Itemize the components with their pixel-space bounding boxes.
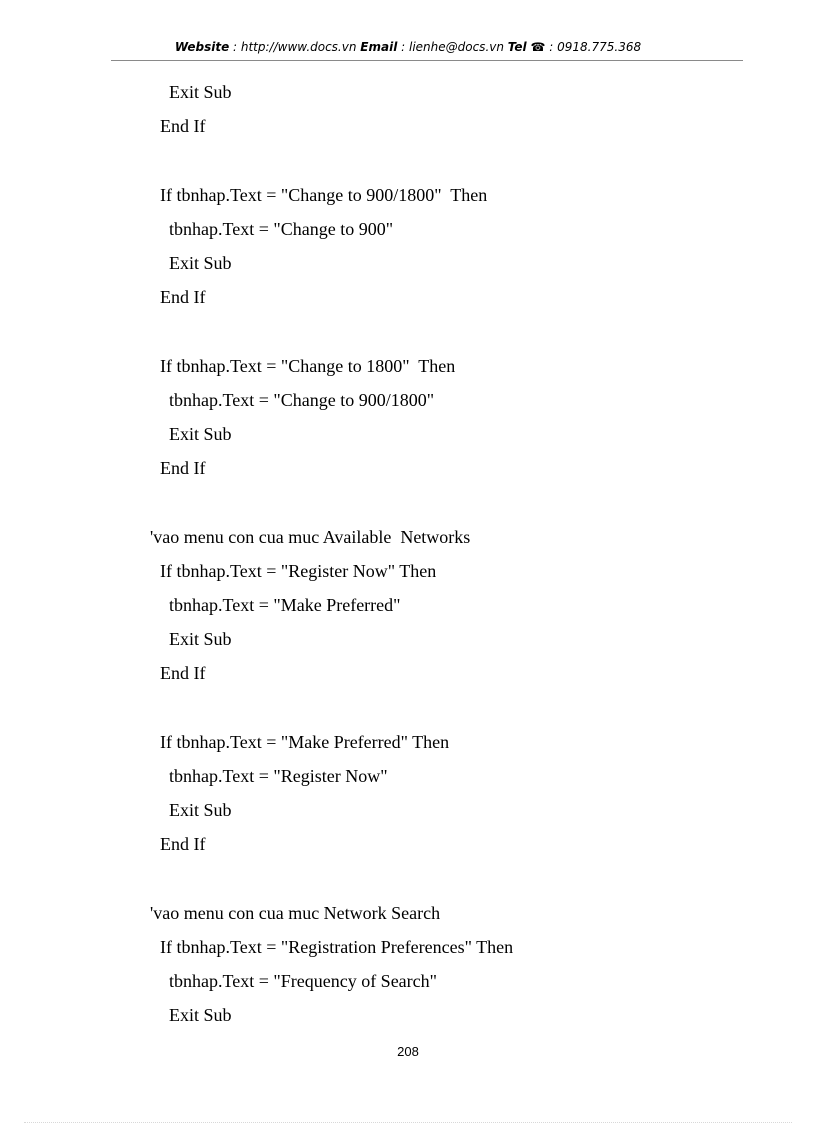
phone-icon: ☎ [530, 40, 546, 54]
code-line: End If [160, 458, 206, 479]
code-line: tbnhap.Text = "Frequency of Search" [169, 971, 438, 992]
code-line: tbnhap.Text = "Make Preferred" [169, 595, 401, 615]
code-line: tbnhap.Text = "Register Now" [169, 766, 388, 786]
tel-label: Tel [507, 40, 527, 54]
code-line: If tbnhap.Text = "Change to 1800" Then [160, 355, 456, 376]
code-line: If tbnhap.Text = "Make Preferred" Then [160, 731, 450, 752]
email-label: Email [360, 40, 398, 54]
page-header [0, 40, 816, 54]
tel-value: : 0918.775.368 [545, 40, 642, 54]
page-number: 208 [397, 1044, 419, 1059]
header-divider [111, 60, 743, 61]
code-line: If tbnhap.Text = "Change to 900/1800" Then [160, 184, 488, 205]
code-line: 'vao menu con cua muc Network Search [150, 902, 441, 923]
code-line: Exit Sub [169, 424, 232, 444]
code-line: tbnhap.Text = "Change to 900/1800" [169, 389, 435, 410]
website-value: : http://www.docs.vn [229, 40, 361, 54]
code-line: End If [160, 834, 206, 855]
code-line: Exit Sub [169, 629, 232, 650]
code-line: Exit Sub [169, 800, 232, 821]
code-line: 'vao menu con cua muc Available Networks [150, 526, 471, 547]
code-line: Exit Sub [169, 82, 232, 102]
code-line: If tbnhap.Text = "Registration Preferences" Then [160, 937, 514, 957]
email-value: : lienhe@docs.vn [397, 40, 508, 54]
code-line: End If [160, 287, 206, 308]
code-line: End If [160, 116, 206, 137]
website-label: Website [174, 40, 230, 54]
code-line: End If [160, 663, 206, 684]
code-line: tbnhap.Text = "Change to 900" [169, 218, 394, 239]
code-line: Exit Sub [169, 253, 232, 273]
code-line: Exit Sub [169, 1005, 232, 1026]
code-line: If tbnhap.Text = "Register Now" Then [160, 560, 437, 581]
